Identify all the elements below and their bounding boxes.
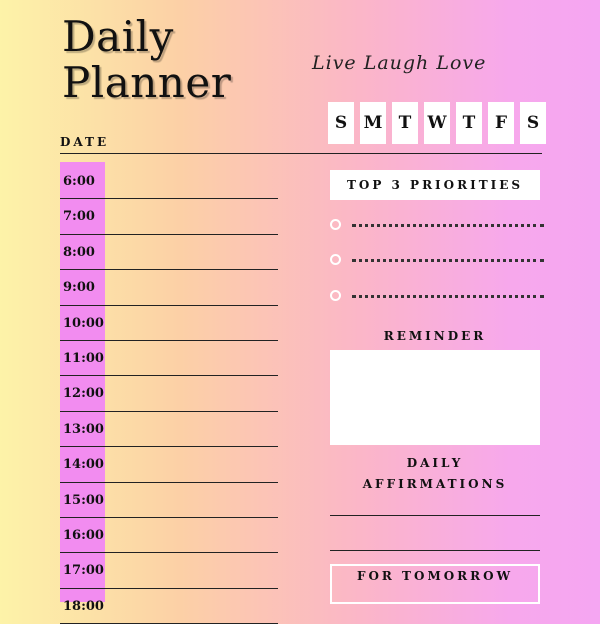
time-slot-8[interactable] <box>60 235 278 270</box>
tomorrow-heading: FOR TOMORROW <box>356 569 514 583</box>
time-label: 16:00 <box>63 528 104 543</box>
dotted-line <box>352 288 544 298</box>
date-label: DATE <box>60 135 110 149</box>
reminder-heading: REMINDER <box>383 329 487 343</box>
weekday-selector <box>328 102 546 144</box>
circle-icon[interactable] <box>330 290 341 301</box>
time-slot-9[interactable] <box>60 270 278 305</box>
dotted-line <box>352 252 544 262</box>
time-slot-15[interactable] <box>60 483 278 518</box>
time-label: 11:00 <box>63 351 104 366</box>
affirmations-heading-line2: AFFIRMATIONS <box>362 477 508 491</box>
time-label: 15:00 <box>63 492 104 508</box>
time-slot-12[interactable] <box>60 376 278 411</box>
time-label: 7:00 <box>63 209 95 225</box>
dotted-line <box>352 217 544 227</box>
day-monday[interactable]: M <box>360 102 386 144</box>
date-line[interactable] <box>60 153 542 154</box>
priority-item[interactable] <box>330 254 544 268</box>
time-slot-13[interactable] <box>60 412 278 447</box>
time-label: 10:00 <box>63 315 104 331</box>
day-saturday[interactable]: S <box>520 102 546 144</box>
time-slot-6[interactable] <box>60 164 278 199</box>
motto: Live Laugh Love <box>312 52 487 74</box>
circle-icon[interactable] <box>330 254 341 265</box>
time-slot-14[interactable] <box>60 447 278 482</box>
time-label: 8:00 <box>63 244 95 260</box>
priority-item[interactable] <box>330 219 544 233</box>
time-slot-10[interactable] <box>60 306 278 341</box>
time-label: 17:00 <box>63 563 104 579</box>
time-slot-11[interactable] <box>60 341 278 376</box>
day-thursday[interactable]: T <box>456 102 482 144</box>
day-sunday[interactable]: S <box>328 102 354 144</box>
planner-title <box>62 14 231 106</box>
day-wednesday[interactable]: W <box>424 102 450 144</box>
day-friday[interactable]: F <box>488 102 514 144</box>
time-slot-18[interactable] <box>60 589 278 624</box>
affirmation-line[interactable] <box>330 550 540 551</box>
affirmations-heading-line1: DAILY <box>406 456 464 470</box>
priority-item[interactable] <box>330 290 544 304</box>
time-label: 9:00 <box>63 280 95 296</box>
reminder-box[interactable] <box>330 350 540 445</box>
title-line-planner: Planner <box>62 58 232 107</box>
affirmation-line[interactable] <box>330 515 540 516</box>
time-label: 14:00 <box>63 457 104 473</box>
time-label: 6:00 <box>63 174 95 189</box>
time-slot-7[interactable] <box>60 199 278 234</box>
time-label: 13:00 <box>63 421 104 437</box>
day-tuesday[interactable]: T <box>392 102 418 144</box>
time-label: 18:00 <box>63 598 104 614</box>
tomorrow-box[interactable] <box>330 564 540 604</box>
circle-icon[interactable] <box>330 219 341 230</box>
title-line-daily: Daily <box>62 12 174 61</box>
time-slot-16[interactable] <box>60 518 278 553</box>
priorities-heading: TOP 3 PRIORITIES <box>330 170 540 200</box>
time-slot-17[interactable] <box>60 553 278 588</box>
time-label: 12:00 <box>63 386 104 402</box>
